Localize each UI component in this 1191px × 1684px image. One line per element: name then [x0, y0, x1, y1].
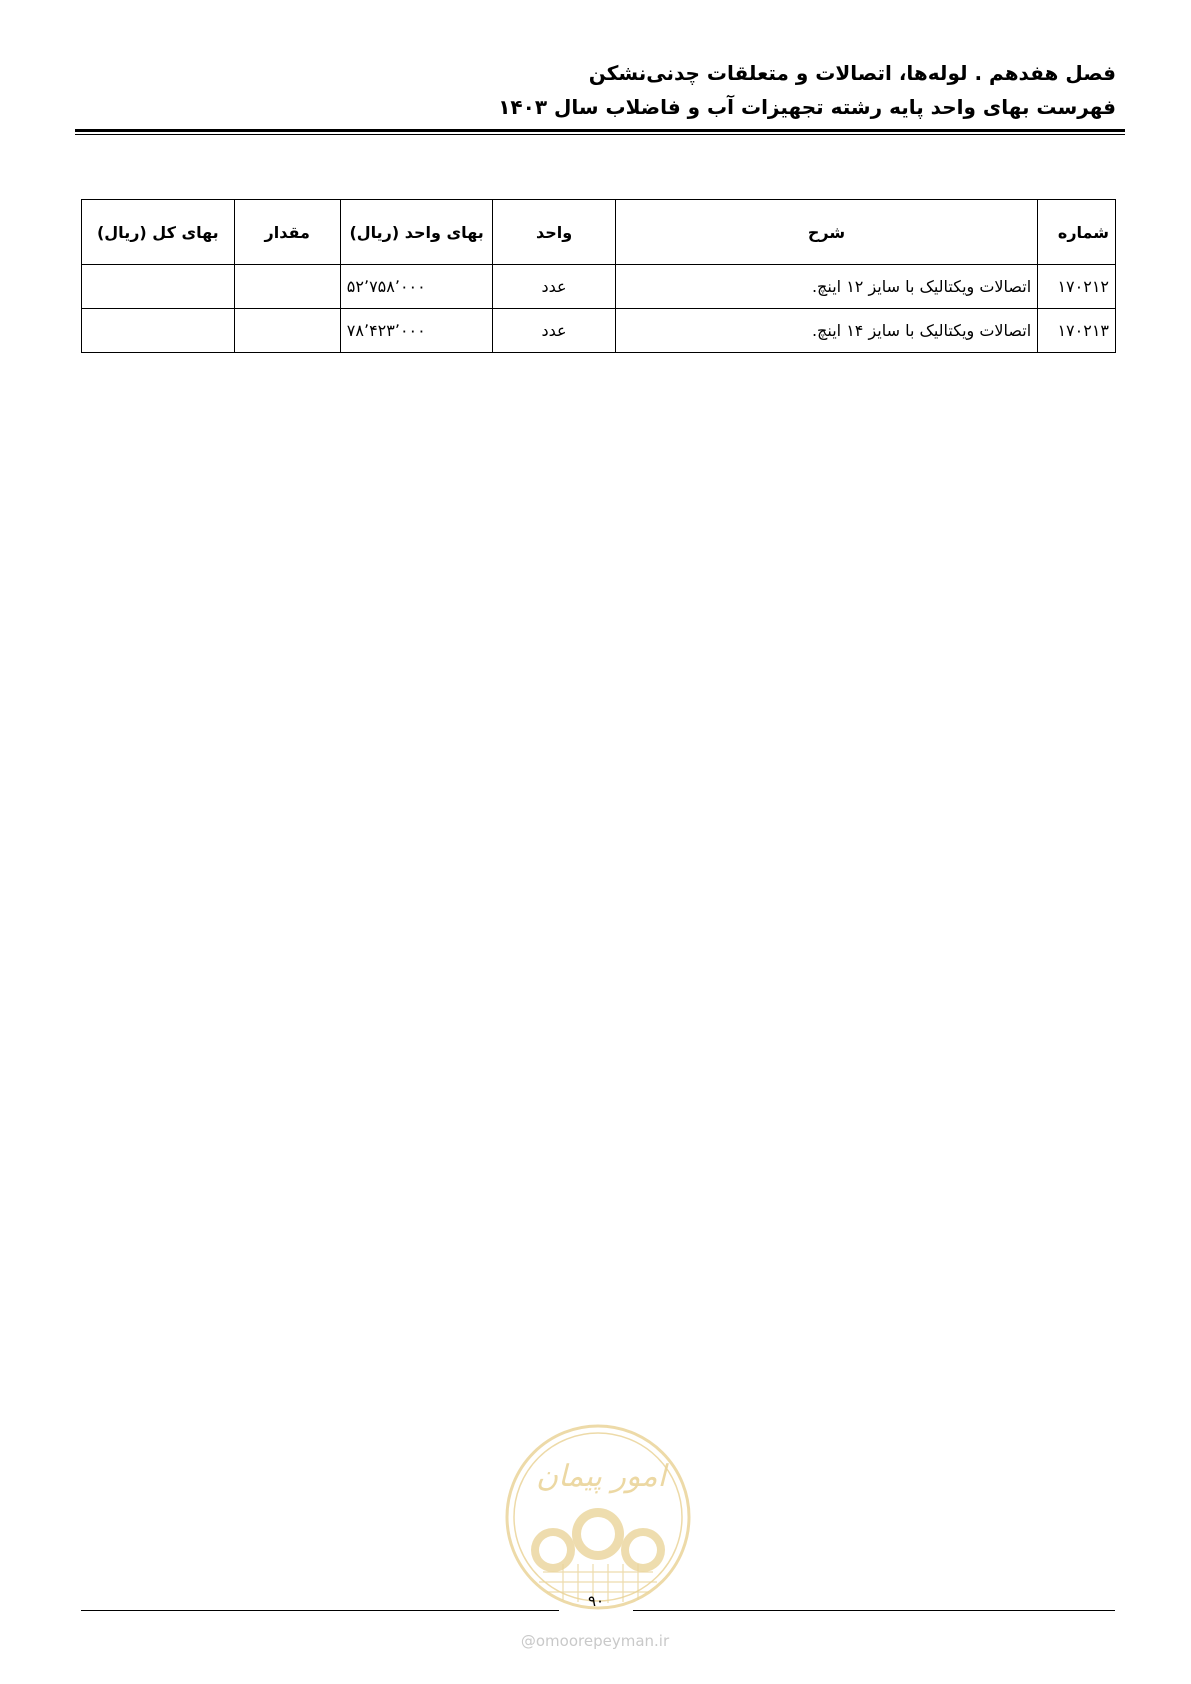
website-watermark: @omoorepeyman.ir — [520, 1632, 670, 1650]
header-rule-thin — [75, 134, 1125, 135]
table-row — [82, 265, 1116, 309]
column-header-unit-price: بهای واحد (ریال) — [340, 200, 493, 265]
row-unit-price: ۵۲٬۷۵۸٬۰۰۰ — [340, 265, 493, 309]
header-rule-thick — [75, 129, 1125, 132]
watermark-text: امور پیمان — [536, 1459, 666, 1494]
row-number: ۱۷۰۲۱۳ — [1038, 309, 1116, 353]
row-unit-price: ۷۸٬۴۲۳٬۰۰۰ — [340, 309, 493, 353]
row-total-price — [82, 309, 235, 353]
column-header-unit: واحد — [493, 200, 615, 265]
document-title: فهرست بهای واحد پایه رشته تجهیزات آب و فاضلاب سال ۱۴۰۳ — [498, 95, 1116, 119]
row-quantity — [234, 309, 340, 353]
footer-rule-right — [633, 1610, 1115, 1611]
page-header — [66, 56, 1116, 124]
price-table — [81, 199, 1116, 353]
column-header-quantity: مقدار — [234, 200, 340, 265]
row-unit: عدد — [493, 265, 615, 309]
table-row — [82, 309, 1116, 353]
row-description: اتصالات ویکتالیک با سایز ۱۲ اینچ. — [615, 265, 1037, 309]
row-quantity — [234, 265, 340, 309]
chapter-title: فصل هفدهم . لوله‌ها، اتصالات و متعلقات چدنی‌نشکن — [588, 61, 1116, 85]
row-total-price — [82, 265, 235, 309]
column-header-number: شماره — [1038, 200, 1116, 265]
page-number: ۹۰ — [587, 1592, 605, 1610]
column-header-total-price: بهای کل (ریال) — [82, 200, 235, 265]
footer-rule-left — [81, 1610, 559, 1611]
row-unit: عدد — [493, 309, 615, 353]
table-header-row — [82, 200, 1116, 265]
row-number: ۱۷۰۲۱۲ — [1038, 265, 1116, 309]
watermark-logo — [503, 1422, 693, 1612]
row-description: اتصالات ویکتالیک با سایز ۱۴ اینچ. — [615, 309, 1037, 353]
column-header-description: شرح — [615, 200, 1037, 265]
